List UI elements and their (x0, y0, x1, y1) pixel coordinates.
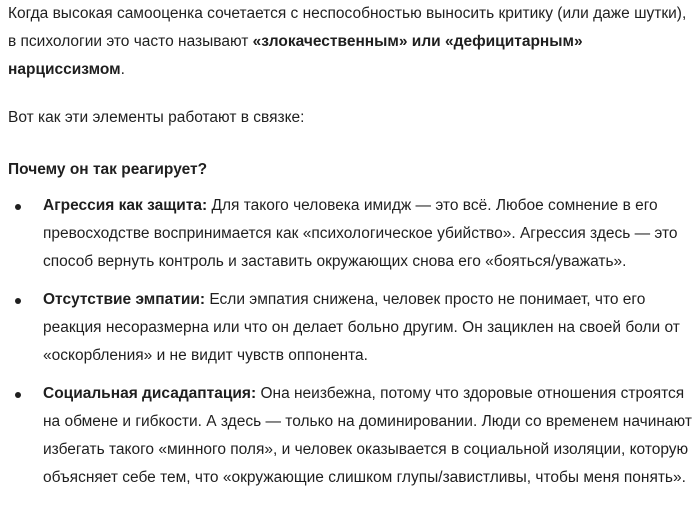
intro-paragraph (8, 0, 695, 84)
list-item-text: Если эмпатия снижена, человек просто не понимает, что его реакция несоразмерна или что он делает больно другим. Он зациклен на своей боли от «оскорбления» и не видит чувств оппонента. (43, 291, 680, 364)
list-item (8, 192, 695, 276)
section-heading: Почему он так реагирует? (8, 161, 208, 178)
list-item-text: Для такого человека имидж — это всё. Любое сомнение в его превосходстве воспринимается как «психологическое убийство». Агрессия здесь — это способ вернуть контроль и заставить окружающих снова его «бояться/уважать». (43, 197, 678, 270)
intro-bold-term: «злокачественным» или «дефицитарным» нарциссизмом (8, 33, 583, 78)
bullet-icon (15, 204, 21, 210)
bullet-list (8, 192, 695, 492)
intro-text-end: . (120, 61, 125, 78)
bullet-icon (15, 298, 21, 304)
list-item-term: Социальная дисадаптация: (43, 385, 257, 402)
bullet-icon (15, 392, 21, 398)
list-item (8, 286, 695, 370)
response-content (8, 0, 695, 502)
list-item-text: Она неизбежна, потому что здоровые отношения строятся на обмене и гибкости. А здесь — только на доминировании. Люди со временем начинают избегать такого «минного поля», и человек оказывается в социальной изоляции, которую объясняет себе тем, что «окружающие слишком глупы/завистливы, чтобы меня понять». (43, 385, 692, 486)
list-item-term: Агрессия как защита: (43, 197, 208, 214)
intro-text-start: Когда высокая самооценка сочетается с неспособностью выносить критику (или даже шутки), в психологии это часто называют (8, 5, 687, 50)
list-item-term: Отсутствие эмпатии: (43, 291, 206, 308)
list-item (8, 380, 695, 492)
lead-paragraph: Вот как эти элементы работают в связке: (8, 109, 305, 126)
